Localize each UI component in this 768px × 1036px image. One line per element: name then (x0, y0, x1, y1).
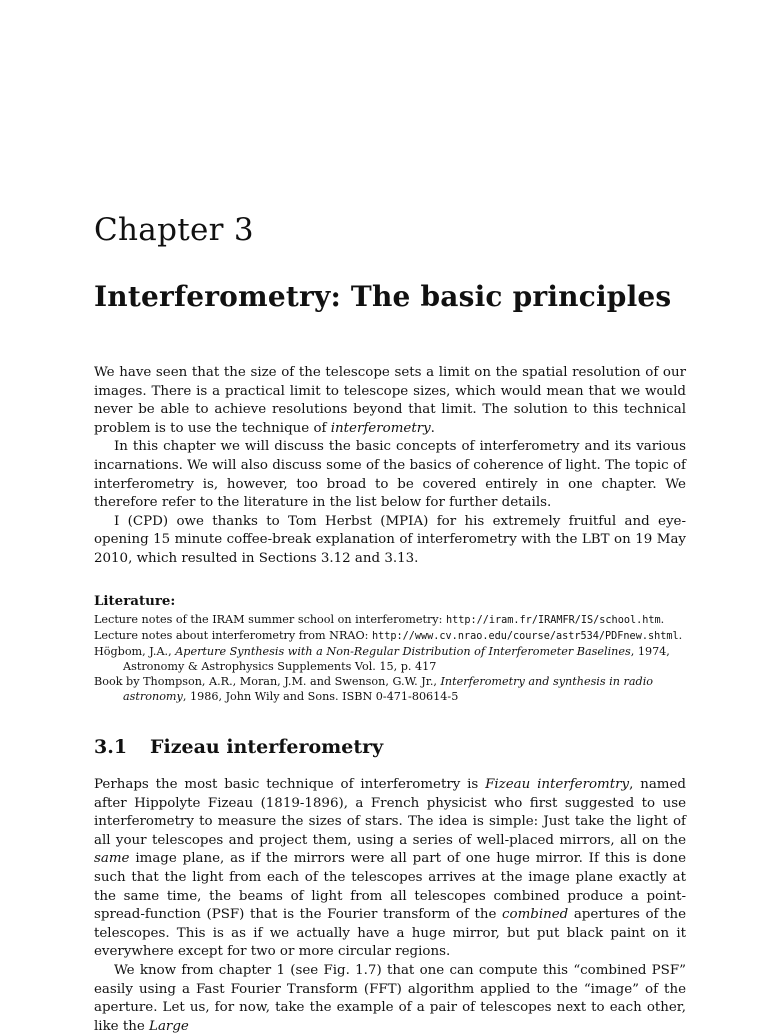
section-heading (94, 736, 694, 758)
reference-link[interactable]: http://iram.fr/IRAMFR/IS/school.htm (445, 615, 661, 626)
section-title: Fizeau interferometry (150, 736, 384, 758)
intro-paragraph-1: We have seen that the size of the telescope sets a limit on the spatial resolution of our images. There is a practical limit to telescope sizes, which would mean that we would never be able to achieve resolutions beyond that limit. The solution to this technical problem is to use the technique of interferometry. (94, 365, 686, 436)
section-paragraph-1: Perhaps the most basic technique of interferometry is Fizeau interferomtry, named after Hippolyte Fizeau (1819-1896), a French physicist who first suggested to use interferometry to measure the sizes of stars. The idea is simple: Just take the light of all your telescopes and project them, using a series of well-placed mirrors, all on the same image plane, as if the mirrors were all part of one huge mirror. If this is done such that the light from each of the telescopes arrives at the image plane exactly at the same time, the beams of light from all telescopes combined produce a point-spread-function (PSF) that is the Fourier transform of the combined apertures of the telescopes. This is as if we actually have a huge mirror, but put black paint on it everywhere except for two or more circular regions. (94, 777, 686, 960)
intro-paragraph-2: In this chapter we will discuss the basic concepts of interferometry and its various incarnations. We will also discuss some of the basics of coherence of light. The topic of interferometry is, however, too broad to be covered entirely in one chapter. We therefore refer to the literature in the list below for further details. (94, 439, 686, 511)
emphasis: interferometry (330, 420, 431, 436)
section-number: 3.1 (94, 736, 128, 758)
literature-item: Book by Thompson, A.R., Moran, J.M. and Swenson, G.W. Jr., Interferometry and synthesis in radio astronomy, 1986, John Wily and Sons. ISBN 0-471-80614-5 (94, 675, 654, 703)
intro-text (94, 364, 686, 569)
intro-paragraph-3: I (CPD) owe thanks to Tom Herbst (MPIA) for his extremely fruitful and eye-opening 15 minute coffee-break explanation of interferometry with the LBT on 19 May 2010, which resulted in Sections 3.12 and 3.13. (94, 513, 686, 566)
literature-list (94, 592, 686, 704)
chapter-title: Interferometry: The basic principles (94, 280, 672, 313)
chapter-label: Chapter 3 (94, 212, 254, 248)
literature-item: Lecture notes about interferometry from NRAO: http://www.cv.nrao.edu/course/astr534/PDFnew.shtml. (94, 629, 683, 642)
literature-item: Högbom, J.A., Aperture Synthesis with a Non-Regular Distribution of Interferometer Baselines, 1974, Astronomy & Astrophysics Supplements Vol. 15, p. 417 (94, 645, 670, 673)
section-text (94, 776, 686, 1036)
reference-link[interactable]: http://www.cv.nrao.edu/course/astr534/PDFnew.shtml (371, 631, 679, 642)
section-paragraph-2: We know from chapter 1 (see Fig. 1.7) that one can compute this “combined PSF” easily using a Fast Fourier Transform (FFT) algorithm applied to the “image” of the aperture. Let us, for now, take the example of a pair of telescopes next to each other, like the Large (94, 962, 686, 1034)
literature-heading: Literature: (94, 593, 176, 609)
literature-item: Lecture notes of the IRAM summer school on interferometry: http://iram.fr/IRAMFR/IS/school.htm. (94, 613, 665, 626)
